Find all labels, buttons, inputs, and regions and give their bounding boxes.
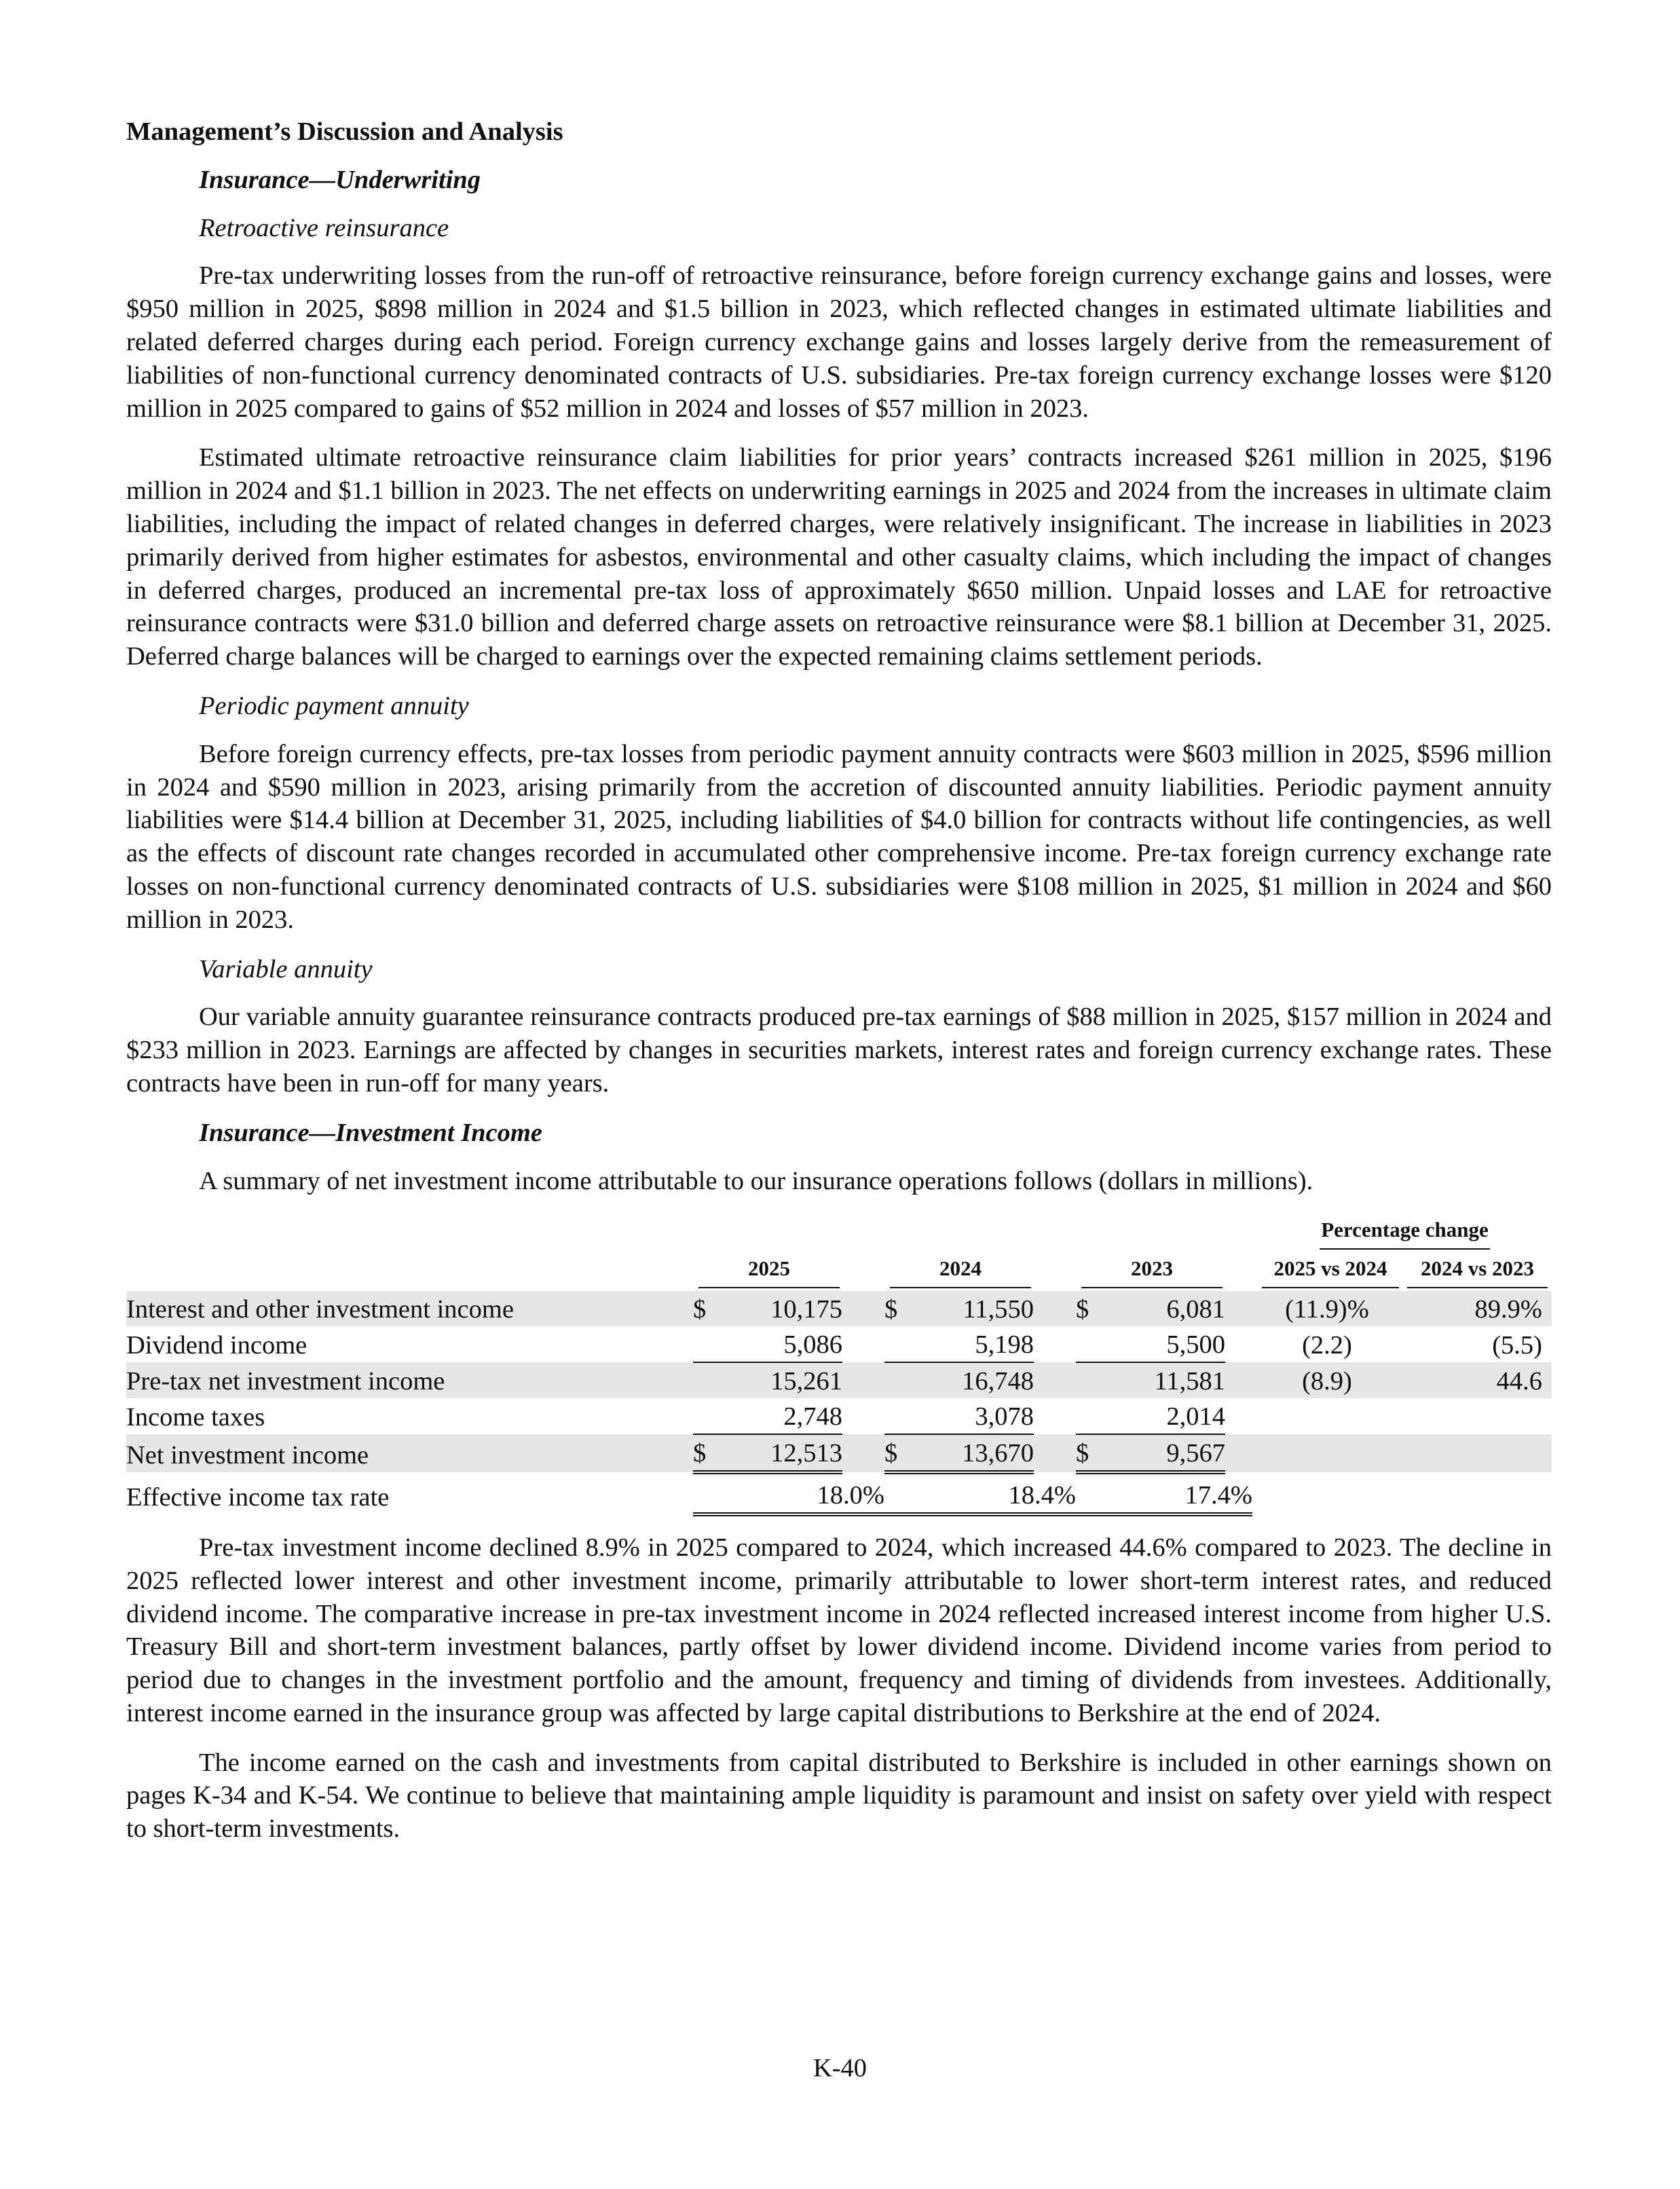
- cell-2024: 5,198: [905, 1326, 1034, 1362]
- row-label: Effective income tax rate: [126, 1483, 390, 1512]
- table-row: [126, 1291, 1552, 1326]
- cell-2024: 13,670: [905, 1434, 1034, 1472]
- table-header-row-2: [126, 1252, 1552, 1291]
- cell-2025: 15,261: [713, 1362, 842, 1398]
- cell-pct-2024-vs-2023: 44.6: [1402, 1362, 1552, 1398]
- cell-2023: 11,581: [1096, 1362, 1225, 1398]
- table-row: [126, 1398, 1552, 1434]
- cell-2025: 10,175: [713, 1291, 842, 1326]
- paragraph-investment-1: Pre-tax investment income declined 8.9% in 2025 compared to 2024, which increased 44.6% compared to 2023. The decline in 2025 reflected lower interest and other investment income, primarily attributable to lower short-term interest rates, and reduced dividend income. The comparative increase in pre-tax investment income in 2024 reflected increased interest income from higher U.S. Treasury Bill and short-term investment balances, partly offset by lower dividend income. Dividend income varies from period to period due to changes in the investment portfolio and the amount, frequency and timing of dividends from investees. Additionally, interest income earned in the insurance group was affected by large capital distributions to Berkshire at the end of 2024.: [126, 1533, 1552, 1727]
- subsection-title-retroactive: Retroactive reinsurance: [199, 213, 449, 242]
- cell-pct-2025-vs-2024: (11.9)%: [1252, 1291, 1402, 1326]
- paragraph-periodic-1: Before foreign currency effects, pre-tax losses from periodic payment annuity contracts were $603 million in 2025, $596 million in 2024 and $590 million in 2023, arising primarily from the accretion of discounted annuity liabilities. Periodic payment annuity liabilities were $14.4 billion at December 31, 2025, including liabilities of $4.0 billion for contracts without life contingencies, as well as the effects of discount rate changes recorded in accumulated other comprehensive income. Pre-tax foreign currency exchange rate losses on non-functional currency denominated contracts of U.S. subsidiaries were $108 million in 2025, $1 million in 2024 and $60 million in 2023.: [126, 739, 1552, 934]
- paragraph-retroactive-1: Pre-tax underwriting losses from the run-off of retroactive reinsurance, before foreign currency exchange gains and losses, were $950 million in 2025, $898 million in 2024 and $1.5 billion in 2023, which reflected changes in estimated ultimate liabilities and related deferred charges during each period. Foreign currency exchange gains and losses largely derive from the remeasurement of liabilities of non-functional currency denominated contracts of U.S. subsidiaries. Pre-tax foreign currency exchange losses were $120 million in 2025 compared to gains of $52 million in 2024 and losses of $57 million in 2023.: [126, 261, 1552, 423]
- currency-symbol: $: [693, 1434, 713, 1472]
- col-header-2023: 2023: [1081, 1252, 1222, 1288]
- cell-2025: [713, 1472, 884, 1514]
- cell-2023-value: 17.4%: [1184, 1481, 1252, 1510]
- row-label: Interest and other investment income: [126, 1291, 693, 1326]
- currency-symbol: $: [693, 1291, 713, 1326]
- investment-income-table: [126, 1214, 1552, 1516]
- currency-symbol: $: [884, 1291, 905, 1326]
- table-row: [126, 1472, 1552, 1514]
- table-header-row-1: [126, 1214, 1552, 1252]
- row-label: Pre-tax net investment income: [126, 1362, 693, 1398]
- page-number: K-40: [813, 2054, 867, 2082]
- col-header-2025: 2025: [698, 1252, 840, 1288]
- currency-symbol: $: [1076, 1434, 1096, 1472]
- cell-pct-2025-vs-2024: (2.2): [1302, 1331, 1352, 1360]
- currency-symbol: $: [884, 1434, 905, 1472]
- cell-pct-2024-vs-2023: 89.9%: [1402, 1291, 1552, 1326]
- cell-2025-value: 18.0%: [817, 1481, 884, 1510]
- cell-pct-2024-vs-2023: (5.5): [1492, 1331, 1542, 1360]
- pct-change-header: Percentage change: [1320, 1214, 1490, 1250]
- cell-pct-2025-vs-2024: (8.9): [1252, 1362, 1402, 1398]
- cell-2024: 16,748: [905, 1362, 1034, 1398]
- section-heading-underwriting: Insurance—Underwriting: [199, 165, 481, 194]
- paragraph-investment-intro: A summary of net investment income attributable to our insurance operations follows (dollars in millions).: [199, 1166, 1313, 1195]
- cell-2025: 12,513: [713, 1434, 842, 1472]
- cell-2024: 3,078: [905, 1398, 1034, 1434]
- paragraph-variable-1: Our variable annuity guarantee reinsurance contracts produced pre-tax earnings of $88 million in 2025, $157 million in 2024 and $233 million in 2023. Earnings are affected by changes in securities markets, interest rates and foreign currency exchange rates. These contracts have been in run-off for many years.: [126, 1003, 1552, 1098]
- cell-2023: 2,014: [1096, 1398, 1225, 1434]
- subsection-title-periodic: Periodic payment annuity: [199, 691, 469, 720]
- page-heading: Management’s Discussion and Analysis: [126, 117, 563, 146]
- cell-2025: 5,086: [713, 1326, 842, 1362]
- paragraph-investment-2: The income earned on the cash and investments from capital distributed to Berkshire is included in other earnings shown on pages K-34 and K-54. We continue to believe that maintaining ample liquidity is paramount and insist on safety over yield with respect to short-term investments.: [126, 1748, 1552, 1844]
- row-label: Income taxes: [126, 1403, 265, 1432]
- cell-2024: 11,550: [905, 1291, 1034, 1326]
- cell-2023: 9,567: [1096, 1434, 1225, 1472]
- row-label: Dividend income: [126, 1331, 307, 1360]
- row-label: Net investment income: [126, 1434, 693, 1472]
- section-heading-investment: Insurance—Investment Income: [199, 1118, 542, 1147]
- table-row: [126, 1434, 1552, 1472]
- subsection-title-variable: Variable annuity: [199, 954, 373, 984]
- paragraph-retroactive-2: Estimated ultimate retroactive reinsurance claim liabilities for prior years’ contracts increased $261 million in 2025, $196 million in 2024 and $1.1 billion in 2023. The net effects on underwriting earnings in 2025 and 2024 from the increases in ultimate claim liabilities, including the impact of related changes in deferred charges, were relatively insignificant. The increase in liabilities in 2023 primarily derived from higher estimates for asbestos, environmental and other casualty claims, which including the impact of changes in deferred charges, produced an incremental pre-tax loss of approximately $650 million. Unpaid losses and LAE for retroactive reinsurance contracts were $31.0 billion and deferred charge assets on retroactive reinsurance were $8.1 billion at December 31, 2025. Deferred charge balances will be charged to earnings over the expected remaining claims settlement periods.: [126, 443, 1552, 671]
- cell-2024: [905, 1472, 1076, 1514]
- currency-symbol: $: [1076, 1291, 1096, 1326]
- col-header-2025-vs-2024: 2025 vs 2024: [1262, 1252, 1399, 1288]
- table-row: [126, 1362, 1552, 1398]
- col-header-2024-vs-2023: 2024 vs 2023: [1407, 1252, 1548, 1288]
- cell-2025: 2,748: [713, 1398, 842, 1434]
- cell-2024-value: 18.4%: [1008, 1481, 1076, 1510]
- cell-2023: [1096, 1472, 1252, 1514]
- col-header-2024: 2024: [890, 1252, 1031, 1288]
- cell-2023: 5,500: [1096, 1326, 1225, 1362]
- table-row: [126, 1326, 1552, 1362]
- cell-2023: 6,081: [1096, 1291, 1225, 1326]
